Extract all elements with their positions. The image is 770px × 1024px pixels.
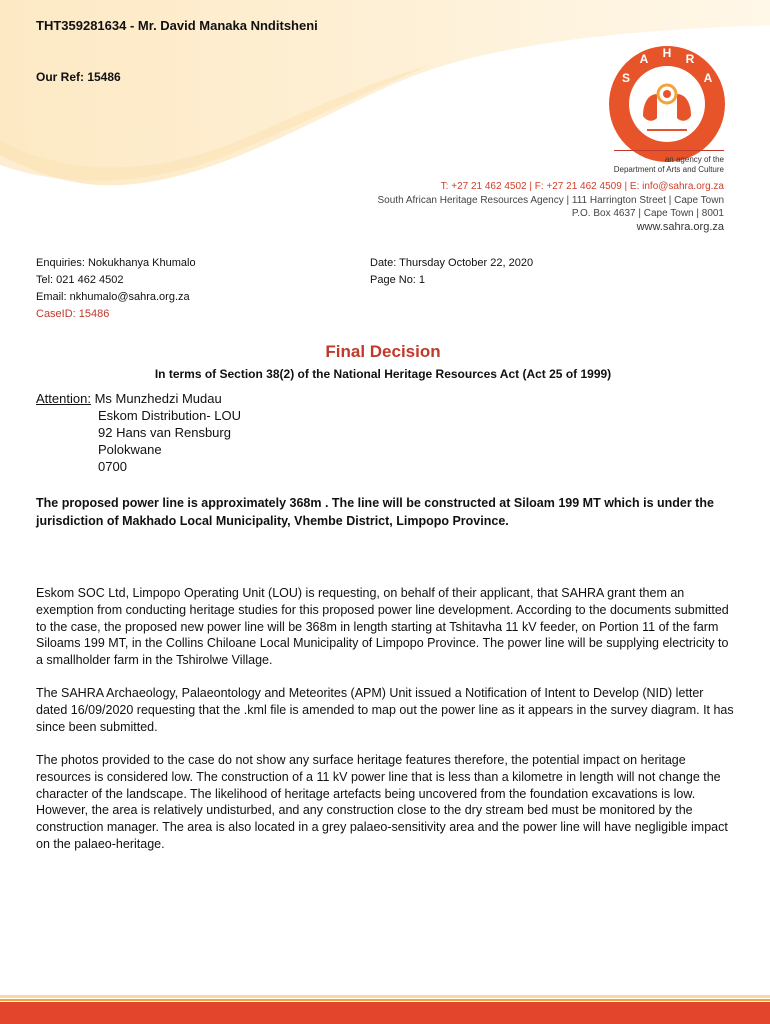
- decision-subtitle: In terms of Section 38(2) of the National Heritage Resources Act (Act 25 of 1999): [154, 367, 612, 381]
- contact-street-address: South African Heritage Resources Agency | 111 Harrington Street | Cape Town: [377, 194, 724, 206]
- page-number: Page No: 1: [370, 274, 426, 286]
- paragraph-text: The photos provided to the case do not show any surface heritage features therefore, the potential impact on heritage resources is considered low. The construction of a 11 kV power line that is less than a kilometre in length will not change the character of the landscape. The likelihood of heritage artefacts being uncovered from the foundation excavations is low. However, the area is relatively undisturbed, and any construction close to the dry stream bed must be monitored by the construction manager. The area is also located in a grey palaeo-sensitivity area and the power line will have negligible impact on the palaeo-heritage.: [36, 753, 728, 851]
- body-paragraph: [36, 685, 736, 735]
- document-date: Date: Thursday October 22, 2020: [370, 257, 534, 269]
- address-line: Polokwane: [98, 442, 162, 457]
- footer-band: [0, 995, 770, 1024]
- enquiries-tel: Tel: 021 462 4502: [36, 274, 124, 286]
- document-header-title: THT359281634 - Mr. David Manaka Nnditsheni: [36, 18, 318, 33]
- agency-line-1: an agency of the: [664, 155, 724, 164]
- enquiries-email: Email: nkhumalo@sahra.org.za: [36, 291, 190, 303]
- date-page-block: [370, 255, 533, 289]
- contact-website: www.sahra.org.za: [636, 220, 724, 233]
- svg-text:S: S: [621, 71, 631, 85]
- paragraph-text: Eskom SOC Ltd, Limpopo Operating Unit (LOU) is requesting, on behalf of their applicant, that SAHRA grant them an exemption from conducting heritage studies for this proposed power line development. According to the documents submitted to the case, the proposed new power line will be 368m in length starting at Tshitavha 11 kV feeder, on Portion 11 of the farm Siloams 199 MT, in the Collins Chiloane Local Municipality of Limpopo Province. The power line will be supplying electricity to a smallholder farm in the Tshirolwe Village.: [36, 586, 729, 668]
- svg-text:A: A: [703, 71, 713, 85]
- sahra-logo: [607, 44, 727, 164]
- contact-postal-address: P.O. Box 4637 | Cape Town | 8001: [571, 208, 724, 219]
- our-reference: Our Ref: 15486: [36, 70, 121, 84]
- proposal-summary: The proposed power line is approximately 368m . The line will be constructed at Siloam 199 MT which is under the jurisdiction of Makhado Local Municipality, Vhembe District, Limpopo Province.: [36, 496, 714, 528]
- svg-text:R: R: [685, 52, 695, 66]
- body-paragraph: [36, 585, 736, 669]
- agency-contact-block: [378, 180, 725, 234]
- contact-phones-email: T: +27 21 462 4502 | F: +27 21 462 4509 | E: info@sahra.org.za: [440, 181, 724, 192]
- case-id: CaseID: 15486: [36, 308, 110, 320]
- agency-divider: [614, 150, 724, 151]
- paragraph-text: The SAHRA Archaeology, Palaeontology and Meteorites (APM) Unit issued a Notification of Intent to Develop (NID) letter dated 16/09/2020 requesting that the .kml file is amended to map out the power line as it appears in the survey diagram. It has since been submitted.: [36, 686, 734, 734]
- svg-text:H: H: [662, 46, 672, 60]
- agency-tagline: [614, 150, 724, 175]
- address-line: Eskom Distribution- LOU: [98, 408, 242, 423]
- address-line: 0700: [98, 459, 127, 474]
- attention-label: Attention:: [36, 391, 91, 406]
- body-paragraph: [36, 752, 736, 853]
- attention-line: [36, 390, 222, 407]
- svg-text:A: A: [639, 52, 649, 66]
- attention-name: Ms Munzhedzi Mudau: [94, 391, 222, 406]
- decision-title: Final Decision: [325, 342, 441, 361]
- address-line: 92 Hans van Rensburg: [98, 425, 231, 440]
- enquiries-name: Enquiries: Nokukhanya Khumalo: [36, 257, 196, 269]
- agency-line-2: Department of Arts and Culture: [613, 165, 724, 174]
- enquiries-block: [36, 255, 196, 323]
- recipient-address: [98, 407, 241, 475]
